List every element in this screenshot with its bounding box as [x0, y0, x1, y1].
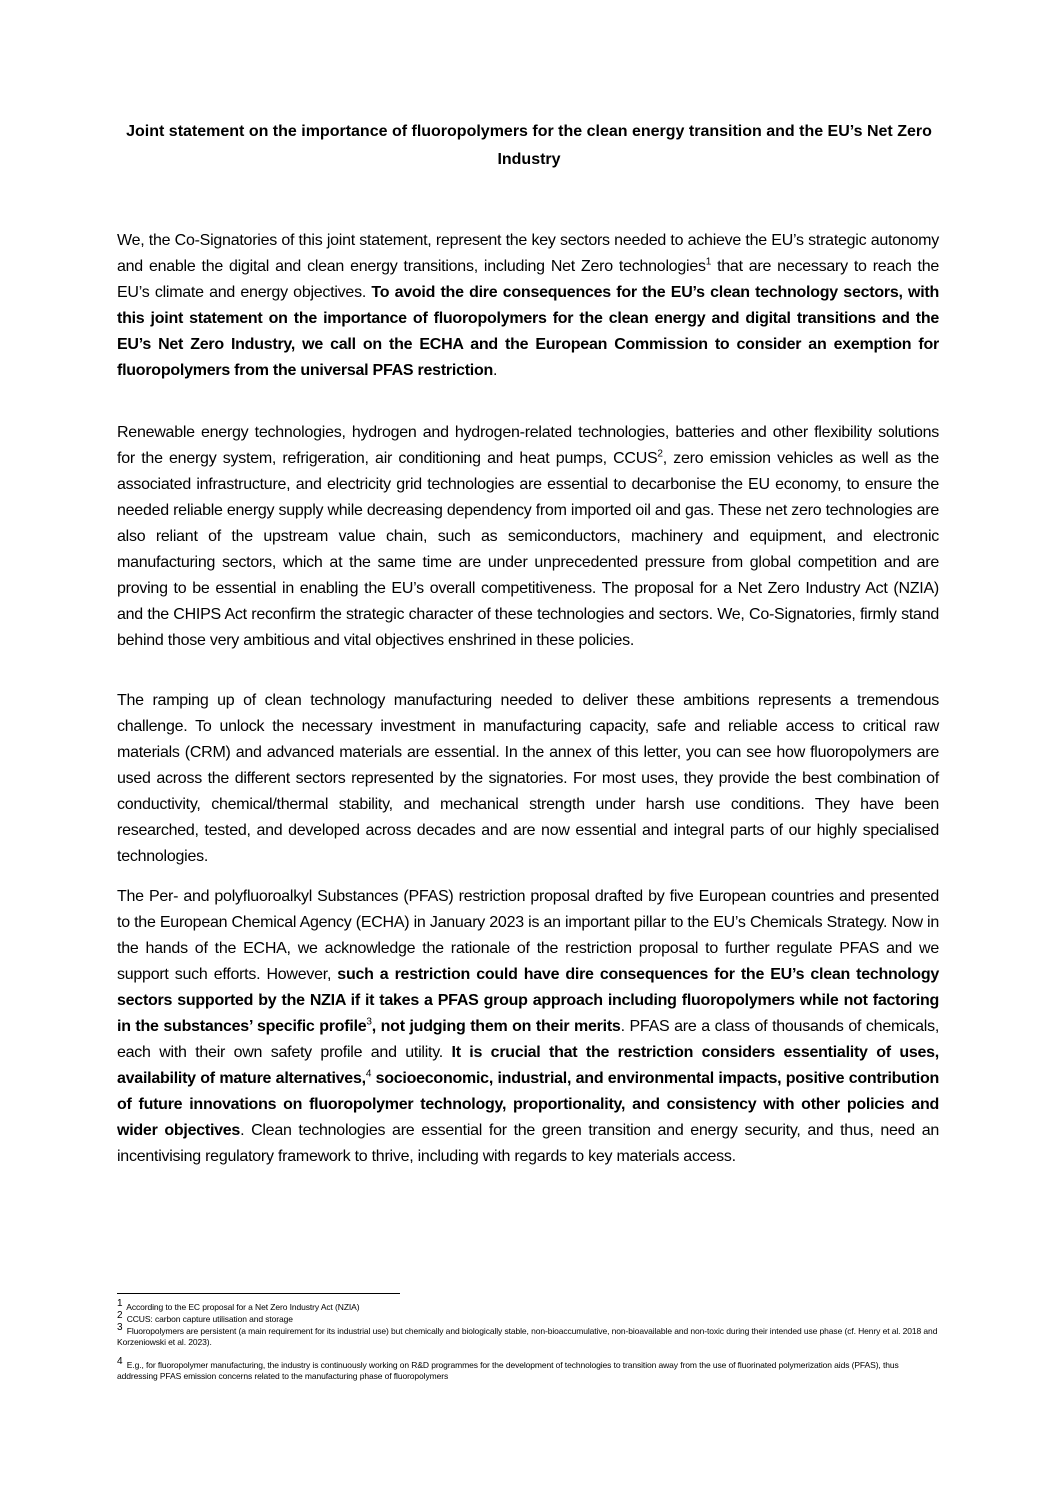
- footnote-ref-3[interactable]: 3: [366, 1016, 372, 1028]
- footnote-4: [117, 1356, 939, 1382]
- footnote-number: 2: [117, 1310, 123, 1322]
- p4-bold-c: It is crucial that the restriction considers essentiality of uses, availability of mature alternatives,: [117, 1044, 940, 1087]
- p4-text-a: The Per- and polyfluoroalkyl Substances (PFAS) restriction proposal drafted by five European countries and presented to the European Chemical Agency (ECHA) in January 2023 is an important pillar to the EU’s Chemicals Strategy. Now in the hands of the ECHA, we acknowledge the rationale of the restriction proposal to further regulate PFAS and we support such efforts. However,: [117, 888, 939, 983]
- p4-bold-a: such a restriction could have dire consequences for the EU’s clean technology sectors supported by the NZIA if it takes a PFAS group approach including fluoropolymers while not factoring in the substances’ specific profile: [117, 966, 939, 1035]
- p4-text-c: . Clean technologies are essential for the green transition and energy security, and thus, need an incentivising regulatory framework to thrive, including with regards to key materials access.: [117, 1122, 940, 1165]
- paragraph-1: [117, 228, 939, 384]
- paragraph-4: [117, 884, 939, 1170]
- footnote-2: [117, 1310, 939, 1325]
- footnote-text: According to the EC proposal for a Net Zero Industry Act (NZIA): [126, 1302, 360, 1312]
- footnote-text: E.g., for fluoropolymer manufacturing, the industry is continuously working on R&D programmes for the development of technologies to transition away from the use of fluorinated polymerization aids (PFAS), thus addressing PFAS emission concerns related to the manufacturing phase of fluoropolymers: [117, 1360, 899, 1381]
- p1-bold-call: To avoid the dire consequences for the EU’s clean technology sectors, with this joint statement on the importance of fluoropolymers for the clean energy and digital transitions and the EU’s Net Zero Industry, we call on the ECHA and the European Commission to consider an exemption for fluoropolymers from the universal PFAS restriction: [117, 284, 940, 379]
- paragraph-2: [117, 420, 939, 654]
- document-title: Joint statement on the importance of fluoropolymers for the clean energy transition and the EU’s Net Zero Industry: [126, 123, 932, 168]
- footnote-3: [117, 1322, 939, 1348]
- p1-text-b: that are necessary to reach the EU’s climate and energy objectives.: [117, 258, 940, 301]
- footnote-divider: [117, 1293, 400, 1294]
- p4-bold-d: socioeconomic, industrial, and environmental impacts, positive contribution of future innovations on fluoropolymer technology, proportionality, and consistency with other policies and wider objectives: [117, 1070, 940, 1139]
- p4-text-b: . PFAS are a class of thousands of chemicals, each with their own safety profile and utility.: [117, 1018, 940, 1061]
- footnote-number: 4: [117, 1356, 123, 1368]
- footnote-ref-2[interactable]: 2: [657, 448, 663, 460]
- footnote-text: Fluoropolymers are persistent (a main requirement for its industrial use) but chemically and biologically stable, non-bioaccumulative, non-bioavailable and non-toxic during their intended use phase (cf. Henry et al. 2018 and Korzeniowski et al. 2023).: [117, 1326, 938, 1347]
- footnote-1: [117, 1298, 939, 1313]
- paragraph-3: The ramping up of clean technology manufacturing needed to deliver these ambitions represents a tremendous challenge. To unlock the necessary investment in manufacturing capacity, safe and reliable access to critical raw materials (CRM) and advanced materials are essential. In the annex of this letter, you can see how fluoropolymers are used across the different sectors represented by the signatories. For most uses, they provide the best combination of conductivity, chemical/thermal stability, and mechanical strength under harsh use conditions. They have been researched, tested, and developed across decades and are now essential and integral parts of our highly specialised technologies.: [117, 692, 939, 865]
- p2-text-a: Renewable energy technologies, hydrogen and hydrogen-related technologies, batteries and other flexibility solutions for the energy system, refrigeration, air conditioning and heat pumps, CCUS: [117, 424, 939, 467]
- p1-text-c: .: [493, 362, 498, 379]
- footnote-ref-4[interactable]: 4: [365, 1068, 372, 1080]
- footnote-number: 1: [117, 1298, 123, 1310]
- footnote-number: 3: [117, 1322, 123, 1334]
- p1-text-a: We, the Co-Signatories of this joint statement, represent the key sectors needed to achieve the EU’s strategic autonomy and enable the digital and clean energy transitions, including Net Zero technologies: [117, 232, 939, 275]
- p4-bold-b: , not judging them on their merits: [371, 1018, 621, 1035]
- footnote-ref-1[interactable]: 1: [705, 256, 712, 268]
- p2-text-b: , zero emission vehicles as well as the associated infrastructure, and electricity grid technologies are essential to decarbonise the EU economy, to ensure the needed reliable energy supply while decreasing dependency from imported oil and gas. These net zero technologies are also reliant of the upstream value chain, such as semiconductors, machinery and equipment, and electronic manufacturing sectors, which at the same time are under unprecedented pressure from global competition and are proving to be essential in enabling the EU’s overall competitiveness. The proposal for a Net Zero Industry Act (NZIA) and the CHIPS Act reconfirm the strategic character of these technologies and sectors. We, Co-Signatories, firmly stand behind those very ambitious and vital objectives enshrined in these policies.: [117, 450, 939, 649]
- footnote-text: CCUS: carbon capture utilisation and storage: [126, 1314, 293, 1324]
